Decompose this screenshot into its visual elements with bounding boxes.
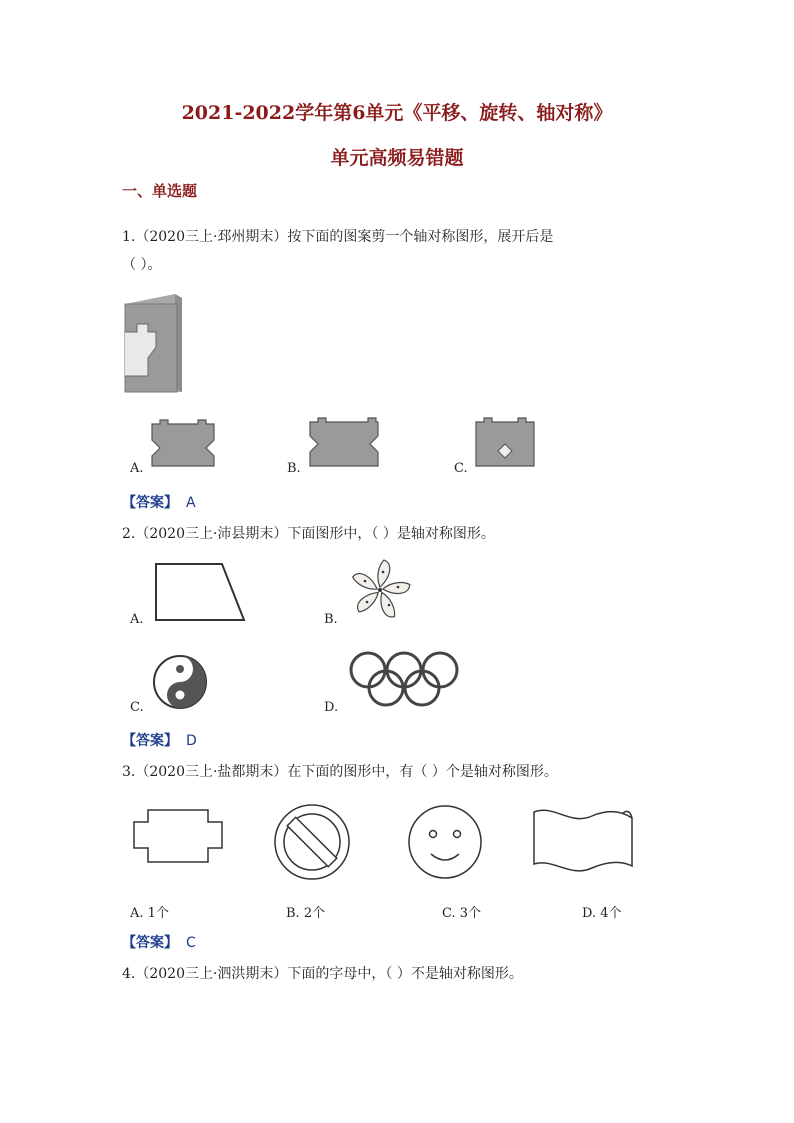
answer-3-label: 【答案】: [122, 935, 178, 951]
q3-option-b[interactable]: B. 2个: [286, 906, 326, 921]
title-line-1: 2021-2022学年第6单元《平移、旋转、轴对称》: [181, 102, 613, 124]
option-a-shape: [150, 418, 216, 468]
title-line-2: 单元高频易错题: [330, 147, 464, 169]
wavy-flag-figure: [530, 806, 636, 878]
q2-option-a[interactable]: A.: [130, 612, 144, 627]
smiley-face-figure: [406, 802, 484, 882]
question-4-text: 4.（2020三上·泗洪期末）下面的字母中，（ ）不是轴对称图形。: [122, 966, 523, 982]
question-1-text: 1.（2020三上·邳州期末）按下面的图案剪一个轴对称图形，展开后是: [122, 229, 554, 245]
answer-2-label: 【答案】: [122, 733, 178, 749]
q1-option-c[interactable]: C.: [454, 461, 468, 476]
answer-1-value: A: [186, 495, 196, 511]
folded-paper-figure: [120, 292, 190, 396]
q2-option-c[interactable]: C.: [130, 700, 144, 715]
yin-yang-figure: [152, 654, 208, 710]
q3-option-c[interactable]: C. 3个: [442, 906, 482, 921]
answer-1: [122, 492, 196, 512]
option-c-shape: [474, 418, 536, 468]
answer-3: [122, 932, 196, 952]
question-3-text: 3.（2020三上·盐都期末）在下面的图形中，有（ ）个是轴对称图形。: [122, 764, 558, 780]
q1-option-a[interactable]: A.: [130, 461, 144, 476]
olympic-rings-figure: [348, 650, 460, 710]
q3-option-a[interactable]: A. 1个: [130, 906, 169, 921]
option-b-shape: [308, 418, 380, 468]
q2-option-d[interactable]: D.: [324, 700, 339, 715]
answer-3-value: C: [186, 935, 196, 951]
trapezoid-figure: [150, 560, 250, 622]
q3-option-d[interactable]: D. 4个: [582, 906, 622, 921]
answer-2-value: D: [186, 733, 197, 749]
notched-rectangle-figure: [132, 806, 224, 864]
answer-1-label: 【答案】: [122, 495, 178, 511]
question-1-text-cont: （ ）。: [122, 257, 162, 273]
no-entry-sign-figure: [272, 802, 352, 882]
question-2-text: 2.（2020三上·沛县期末）下面图形中，（ ）是轴对称图形。: [122, 526, 495, 542]
answer-2: [122, 730, 197, 750]
q1-option-b[interactable]: B.: [287, 461, 301, 476]
bauhinia-flower-figure: [348, 558, 412, 622]
q2-option-b[interactable]: B.: [324, 612, 338, 627]
section-heading: 一、单选题: [122, 182, 198, 200]
